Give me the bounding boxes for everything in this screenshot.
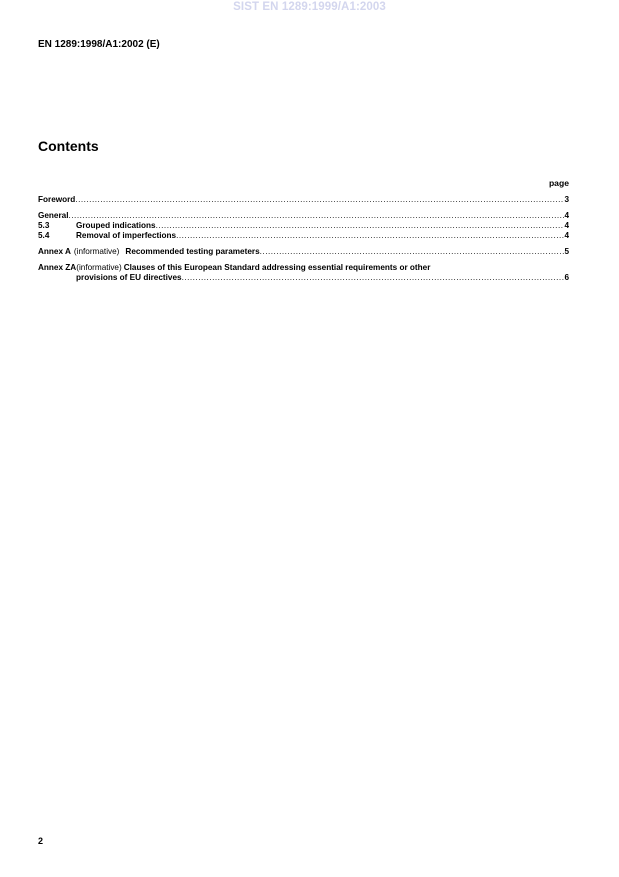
toc-entry-annex-a[interactable] bbox=[38, 247, 569, 257]
annex-label: Annex ZA bbox=[38, 263, 77, 272]
toc-entry-5-3[interactable] bbox=[38, 221, 569, 231]
dot-leader bbox=[176, 231, 564, 241]
document-id: EN 1289:1998/A1:2002 (E) bbox=[38, 39, 160, 50]
watermark: SIST EN 1289:1999/A1:2003 bbox=[233, 1, 386, 13]
page-number: 2 bbox=[38, 836, 44, 846]
table-of-contents bbox=[38, 178, 569, 283]
annex-label: Annex A bbox=[38, 247, 71, 256]
dot-leader bbox=[182, 273, 565, 283]
toc-entry-page: 4 bbox=[564, 231, 569, 240]
annex-info: (informative) bbox=[73, 247, 120, 256]
annex-info: (informative) bbox=[76, 263, 122, 272]
dot-leader bbox=[156, 221, 565, 231]
dot-leader bbox=[75, 195, 564, 205]
toc-entry-foreword[interactable] bbox=[38, 195, 569, 205]
toc-entry-number: 5.3 bbox=[38, 221, 50, 230]
toc-entry-label-continued: provisions of EU directives bbox=[76, 273, 182, 282]
toc-entry-page: 3 bbox=[564, 195, 569, 204]
toc-entry-label: Grouped indications bbox=[76, 221, 156, 230]
toc-entry-label: Removal of imperfections bbox=[76, 231, 177, 240]
dot-leader bbox=[69, 211, 565, 221]
contents-heading: Contents bbox=[38, 138, 99, 154]
toc-entry-label: Recommended testing parameters bbox=[125, 247, 260, 256]
toc-entry-label: Clauses of this European Standard addressing essential requirements or other bbox=[123, 263, 431, 272]
toc-entry-5-4[interactable] bbox=[38, 231, 569, 241]
toc-entry-page: 4 bbox=[564, 211, 569, 220]
toc-entry-page: 6 bbox=[564, 273, 569, 282]
toc-entry-label: General bbox=[38, 211, 69, 220]
dot-leader bbox=[260, 247, 565, 257]
toc-entry-page: 5 bbox=[564, 247, 569, 256]
toc-entry-annex-za[interactable] bbox=[38, 263, 569, 283]
page-column-label: page bbox=[548, 178, 569, 188]
toc-entry-general[interactable] bbox=[38, 211, 569, 221]
toc-entry-label: Foreword bbox=[38, 195, 76, 204]
toc-entry-page: 4 bbox=[564, 221, 569, 230]
toc-entry-number: 5.4 bbox=[38, 231, 50, 240]
